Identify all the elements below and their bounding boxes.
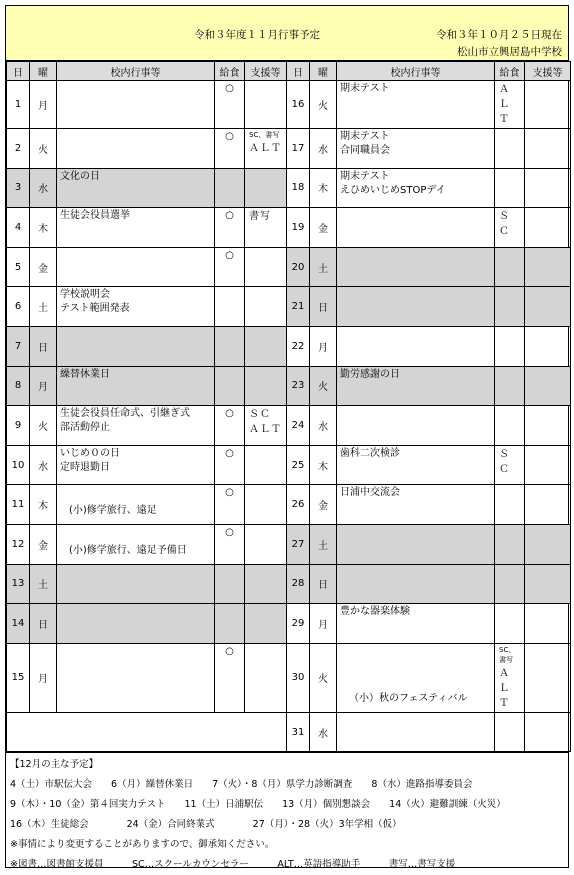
page-title: 令和３年度１１月行事予定 [194,29,320,41]
event-cell [57,129,215,169]
event-cell [57,643,215,712]
support-cell [245,485,287,525]
day-number: 15 [7,643,30,712]
day-row [7,712,571,752]
event-cell [337,406,495,446]
lunch-cell [495,564,525,604]
day-of-week: 土 [310,247,337,287]
notes-line: 16（木）生徒総会 24（金）合同終業式 27（月）・28（火）3年学相（仮） [10,819,402,831]
day-row [7,168,571,208]
lunch-cell [215,643,245,712]
event-cell [57,564,215,604]
day-row [7,485,571,525]
support-cell [245,406,287,446]
event-cell [337,712,495,752]
event-text: 歯科二次検診 [340,447,400,459]
day-number: 19 [287,208,310,248]
notes-disclaimer: ※事情により変更することがありますので、御承知ください。 [10,839,275,851]
lunch-cell [495,168,525,208]
col-header-dow: 曜 [30,62,57,81]
lunch-cell [495,366,525,406]
day-row [7,326,571,366]
event-cell [337,168,495,208]
support-cell [245,326,287,366]
lunch-cell [215,81,245,129]
event-cell [337,643,495,712]
event-cell [57,208,215,248]
lunch-cell [495,208,525,248]
lunch-cell [495,524,525,564]
col-header-events: 校内行事等 [337,62,495,81]
event-cell [337,326,495,366]
support-cell [525,604,571,644]
event-cell [337,445,495,485]
lunch-cell [215,406,245,446]
event-text: (小)修学旅行、遠足予備日 [69,544,187,556]
col-header-lunch: 給食 [495,62,525,81]
day-number: 9 [7,406,30,446]
event-cell [57,247,215,287]
event-text: 学校説明会 [60,289,110,301]
day-of-week: 日 [310,564,337,604]
support-cell [525,208,571,248]
day-row [7,524,571,564]
header-band [6,6,568,61]
lunch-cell [495,643,525,712]
event-cell [57,168,215,208]
event-text: 生徒会役員任命式、引継ぎ式 [60,408,190,420]
day-of-week: 月 [30,366,57,406]
lunch-mark: ＡＬＴ [499,667,510,709]
day-number: 24 [287,406,310,446]
event-text: 期末テスト [340,170,390,182]
event-cell [337,604,495,644]
event-text: 期末テスト [340,131,390,142]
lunch-cell [495,326,525,366]
notes-section [6,752,568,871]
support-cell [525,168,571,208]
day-row [7,564,571,604]
col-header-day: 日 [7,62,30,81]
day-row [7,81,571,129]
day-number: 23 [287,366,310,406]
lunch-cell [495,712,525,752]
day-of-week: 土 [30,564,57,604]
lunch-cell [495,604,525,644]
event-cell [57,485,215,525]
support-cell [525,129,571,169]
lunch-mark: ＳＣ [499,211,510,238]
lunch-cell [215,129,245,169]
event-text: えひめいじめSTOPデイ [340,184,446,196]
event-cell [57,604,215,644]
support-cell [245,445,287,485]
day-number: 14 [7,604,30,644]
lunch-cell [495,287,525,327]
day-number: 13 [7,564,30,604]
notes-legend: ※図書…図書館支援員 SC…スクールカウンセラー ALT…英語指導助手 書写…書写支援 [10,859,456,871]
support-text: SC、書写 [249,131,280,139]
day-number: 3 [7,168,30,208]
event-cell [337,129,495,169]
day-number: 26 [287,485,310,525]
support-cell [525,643,571,712]
day-number: 6 [7,287,30,327]
support-cell [245,129,287,169]
support-cell [525,485,571,525]
lunch-mark: ＳＣ [499,448,510,475]
day-number: 20 [287,247,310,287]
support-text: ＡＬＴ [249,424,282,436]
lunch-mark: ○ [225,131,234,142]
lunch-cell [495,406,525,446]
event-text: 勤労感謝の日 [340,368,400,380]
day-number: 5 [7,247,30,287]
day-number: 28 [287,564,310,604]
notes-line: 9（木）・10（金）第４回実力テスト 11（土）日浦駅伝 13（月）個別懇談会 14（火）避難訓練（火災） [10,799,506,811]
support-cell [245,81,287,129]
day-number: 12 [7,524,30,564]
day-number: 1 [7,81,30,129]
event-cell [337,366,495,406]
day-number: 31 [287,712,310,752]
schedule-sheet [5,5,569,871]
support-cell [525,564,571,604]
event-text: 定時退勤日 [60,461,110,473]
lunch-mark: ○ [225,83,234,94]
event-text: 文化の日 [60,170,100,182]
support-cell [245,524,287,564]
support-cell [245,287,287,327]
lunch-cell [495,445,525,485]
support-cell [245,366,287,406]
day-of-week: 火 [310,643,337,712]
day-number: 18 [287,168,310,208]
day-of-week: 金 [310,485,337,525]
day-of-week: 土 [30,287,57,327]
event-text: いじめ０の日 [60,447,120,459]
day-number: 25 [287,445,310,485]
day-number: 8 [7,366,30,406]
col-header-lunch: 給食 [215,62,245,81]
event-cell [57,406,215,446]
support-cell [245,643,287,712]
event-text: （小）秋のフェスティバル [349,692,468,704]
event-text: 生徒会役員選挙 [60,210,130,222]
event-cell [337,524,495,564]
as-of-date: 令和３年１０月２５日現在 [436,29,562,41]
day-number: 17 [287,129,310,169]
lunch-mark: ○ [225,447,234,459]
lunch-cell [215,287,245,327]
event-text: 豊かな器楽体験 [340,606,410,618]
support-cell [525,247,571,287]
support-text: 書写 [249,211,271,223]
day-number: 16 [287,81,310,129]
lunch-cell [215,168,245,208]
lunch-cell [215,326,245,366]
day-row [7,643,571,712]
day-of-week: 火 [310,366,337,406]
schedule-table [6,61,571,752]
support-cell [525,287,571,327]
col-header-support: 支援等 [525,62,571,81]
event-cell [57,81,215,129]
event-cell [57,524,215,564]
day-of-week: 火 [310,81,337,129]
col-header-events: 校内行事等 [57,62,215,81]
day-of-week: 日 [30,604,57,644]
support-cell [525,445,571,485]
event-cell [57,445,215,485]
lunch-cell [495,247,525,287]
day-number: 29 [287,604,310,644]
day-of-week: 木 [310,168,337,208]
col-header-support: 支援等 [245,62,287,81]
day-of-week: 水 [310,406,337,446]
day-number: 4 [7,208,30,248]
support-cell [245,208,287,248]
event-cell [337,247,495,287]
day-of-week: 金 [30,247,57,287]
lunch-cell [215,366,245,406]
col-header-day: 日 [287,62,310,81]
support-cell [525,81,571,129]
lunch-cell [215,247,245,287]
lunch-cell [495,81,525,129]
lunch-cell [215,208,245,248]
lunch-cell [215,485,245,525]
lunch-mark: ○ [225,645,234,657]
day-number: 2 [7,129,30,169]
day-number: 21 [287,287,310,327]
support-cell [245,564,287,604]
event-text: 合同職員会 [340,145,390,156]
lunch-mark: ○ [225,487,234,499]
day-of-week: 木 [30,485,57,525]
event-text: 日浦中交流会 [340,487,400,499]
day-row [7,366,571,406]
event-cell [337,485,495,525]
event-cell [57,326,215,366]
day-row [7,445,571,485]
day-row [7,406,571,446]
day-number: 10 [7,445,30,485]
event-cell [337,208,495,248]
day-of-week: 金 [30,524,57,564]
day-number: 22 [287,326,310,366]
day-of-week: 火 [30,129,57,169]
lunch-mark: ○ [225,526,234,538]
event-cell [57,287,215,327]
day-of-week: 木 [310,445,337,485]
day-of-week: 水 [310,712,337,752]
day-of-week: 水 [30,168,57,208]
lunch-cell [215,445,245,485]
day-of-week: 火 [30,406,57,446]
day-of-week: 月 [310,604,337,644]
event-cell [337,81,495,129]
event-cell [337,564,495,604]
lunch-mark: SC、書写 [499,645,516,665]
support-cell [525,366,571,406]
day-of-week: 日 [30,326,57,366]
lunch-cell [215,564,245,604]
day-row [7,129,571,169]
event-cell [337,287,495,327]
support-cell [245,604,287,644]
lunch-cell [495,485,525,525]
lunch-cell [215,604,245,644]
event-text: 期末テスト [340,83,390,94]
lunch-mark: ○ [225,210,234,222]
support-cell [245,247,287,287]
support-text: ＡＬＴ [249,142,282,154]
day-of-week: 月 [30,643,57,712]
day-of-week: 月 [30,81,57,129]
support-cell [525,406,571,446]
lunch-mark: ○ [225,408,234,420]
lunch-mark: ＡＬＴ [499,84,510,125]
day-number: 27 [287,524,310,564]
school-name: 松山市立興居島中学校 [457,46,562,58]
day-of-week: 日 [310,287,337,327]
lunch-mark: ○ [225,249,234,261]
event-text: テスト範囲発表 [60,303,130,315]
day-of-week: 木 [30,208,57,248]
support-text: ＳＣ [249,409,271,421]
day-number: 30 [287,643,310,712]
day-number: 11 [7,485,30,525]
event-text: (小)修学旅行、遠足 [69,504,157,516]
day-row [7,604,571,644]
lunch-cell [215,524,245,564]
day-row [7,208,571,248]
event-text: 部活動停止 [60,422,110,434]
day-of-week: 月 [310,326,337,366]
lunch-cell [495,129,525,169]
day-of-week: 水 [30,445,57,485]
support-cell [525,326,571,366]
col-header-dow: 曜 [310,62,337,81]
day-of-week: 土 [310,524,337,564]
support-cell [525,712,571,752]
day-number: 7 [7,326,30,366]
event-text: 繰替休業日 [60,368,110,380]
notes-heading: 【12月の主な予定】 [10,759,99,771]
day-of-week: 金 [310,208,337,248]
day-of-week: 水 [310,129,337,169]
header-row [7,62,571,81]
event-cell [57,366,215,406]
day-row [7,247,571,287]
support-cell [525,524,571,564]
day-row [7,287,571,327]
notes-line: 4（土）市駅伝大会 6（月）繰替休業日 7（火）・8（月）県学力診断調査 8（水）進路指導委員会 [10,779,473,791]
empty-cell [7,712,287,752]
support-cell [245,168,287,208]
